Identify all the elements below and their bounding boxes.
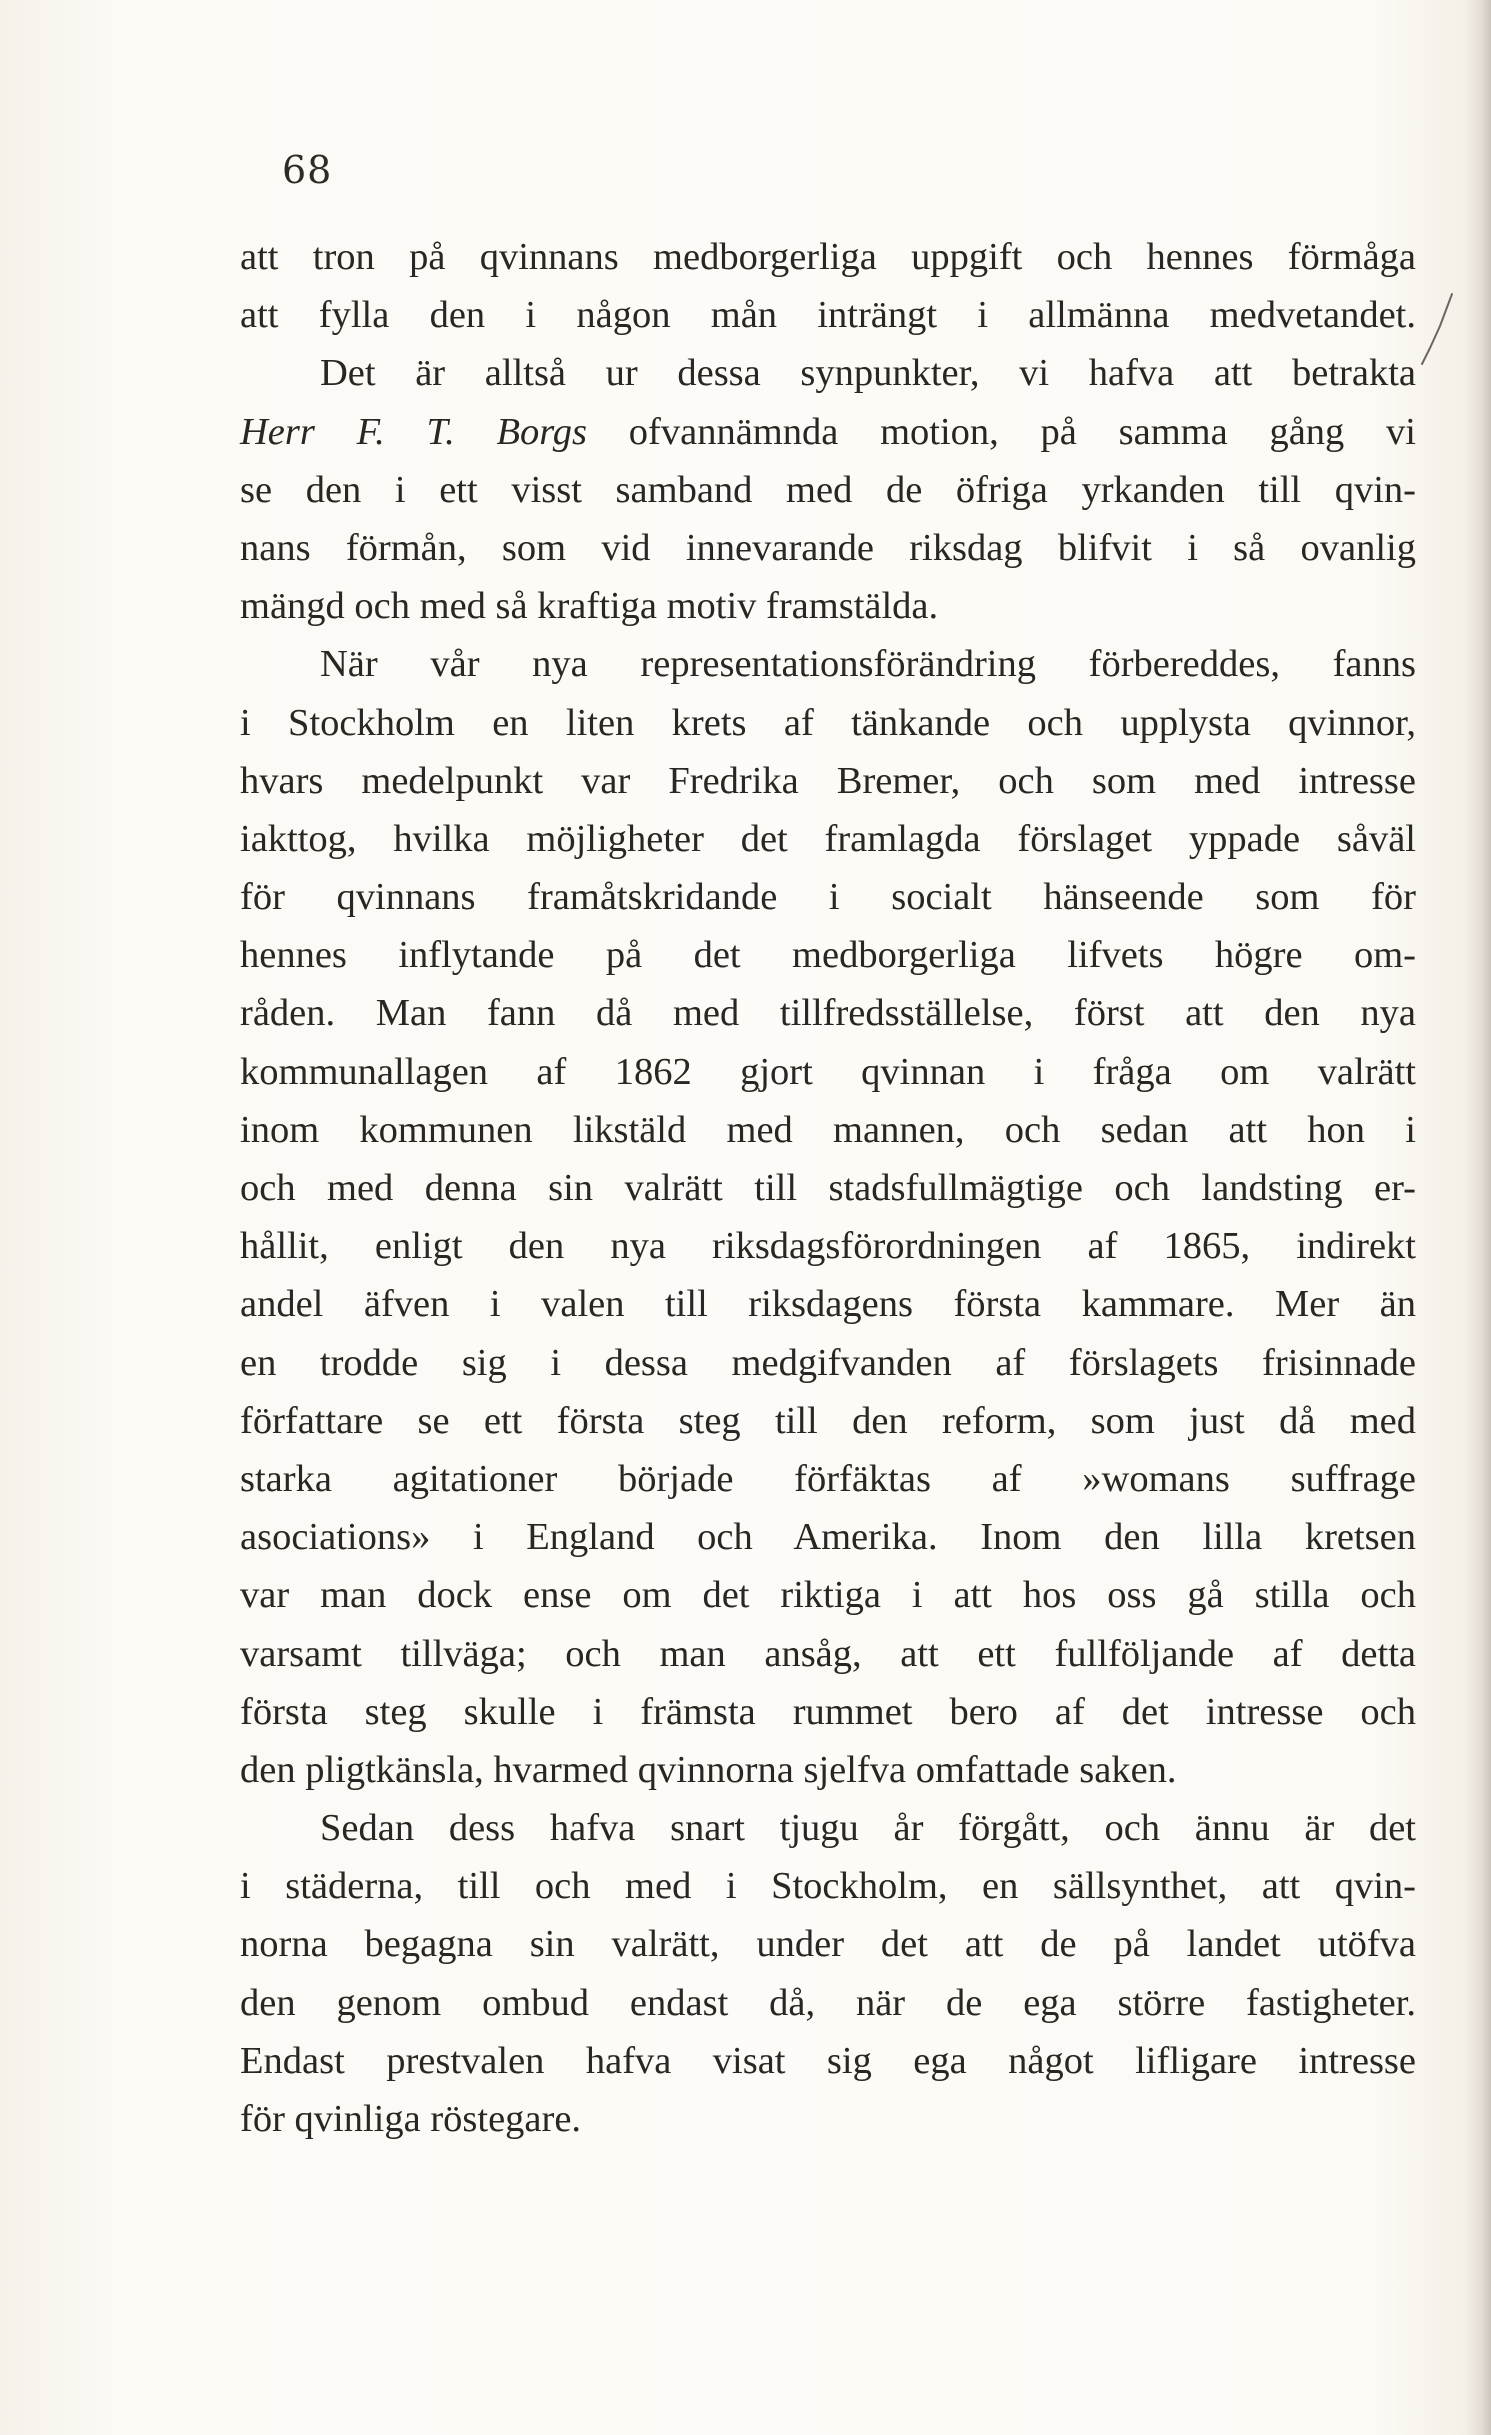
text-line	[240, 1392, 1416, 1450]
text-line	[240, 1159, 1416, 1217]
text-segment: kommunallagen af 1862 gjort qvinnan i fråga om valrätt	[240, 1050, 1416, 1093]
text-segment: för qvinliga röstegare.	[240, 2098, 582, 2140]
text-segment: asociations» i England och Amerika. Inom den lilla kretsen	[240, 1516, 1416, 1559]
italic-text-segment: Herr F. T. Borgs	[240, 410, 588, 453]
text-line	[240, 926, 1416, 984]
text-line	[240, 228, 1416, 286]
text-line	[240, 1275, 1416, 1333]
text-segment: Det är alltså ur dessa synpunkter, vi hafva att betrakta	[320, 352, 1416, 395]
text-segment: att tron på qvinnans medborgerliga uppgift och hennes förmåga	[240, 236, 1416, 278]
text-line	[240, 1043, 1416, 1101]
text-line	[240, 984, 1416, 1042]
text-line	[240, 868, 1416, 926]
text-segment: författare se ett första steg till den reform, som just då med	[240, 1399, 1416, 1442]
text-line	[240, 1741, 1416, 1799]
text-line	[240, 344, 1416, 402]
text-segment: att fylla den i någon mån inträngt i allmänna medvetandet.	[240, 294, 1416, 337]
text-line	[240, 635, 1416, 693]
text-segment: första steg skulle i främsta rummet bero af det intresse och	[240, 1690, 1416, 1733]
text-line	[240, 1857, 1416, 1915]
text-line	[240, 461, 1416, 519]
text-segment: hennes inflytande på det medborgerliga lifvets högre om-	[240, 934, 1416, 977]
text-segment: När vår nya representationsförändring förbereddes, fanns	[320, 643, 1416, 686]
text-line	[240, 694, 1416, 752]
text-line	[240, 1450, 1416, 1508]
text-line	[240, 810, 1416, 868]
text-line	[240, 519, 1416, 577]
text-line	[240, 1217, 1416, 1275]
text-line	[240, 1915, 1416, 1973]
text-line	[240, 1683, 1416, 1741]
text-segment: en trodde sig i dessa medgifvanden af förslagets frisinnade	[240, 1341, 1416, 1384]
text-line	[240, 1508, 1416, 1566]
text-segment: hållit, enligt den nya riksdagsförordningen af 1865, indirekt	[240, 1225, 1416, 1268]
text-segment: och med denna sin valrätt till stadsfullmägtige och landsting er-	[240, 1167, 1416, 1209]
text-line	[240, 2090, 1416, 2148]
text-segment: den genom ombud endast då, när de ega större fastigheter.	[240, 1981, 1416, 2024]
text-segment: Sedan dess hafva snart tjugu år förgått, och ännu är det	[320, 1807, 1416, 1850]
text-segment: nans förmån, som vid innevarande riksdag blifvit i så ovanlig	[240, 526, 1416, 569]
text-segment: Endast prestvalen hafva visat sig ega något lifligare intresse	[240, 2039, 1416, 2082]
text-segment: mängd och med så kraftiga motiv framstälda.	[240, 585, 939, 628]
text-segment: var man dock ense om det riktiga i att hos oss gå stilla och	[240, 1574, 1416, 1617]
body-text	[240, 228, 1416, 2148]
text-line	[240, 286, 1416, 344]
text-line	[240, 1101, 1416, 1159]
text-segment: norna begagna sin valrätt, under det att de på landet utöfva	[240, 1923, 1416, 1966]
text-line	[240, 1974, 1416, 2032]
text-line	[240, 752, 1416, 810]
text-segment: ofvannämnda motion, på samma gång vi	[587, 410, 1416, 453]
text-segment: i städerna, till och med i Stockholm, en sällsynthet, att qvin-	[240, 1865, 1416, 1908]
text-segment: se den i ett visst samband med de öfriga yrkanden till qvin-	[240, 468, 1416, 511]
text-segment: varsamt tillväga; och man ansåg, att ett fullföljande af detta	[240, 1632, 1416, 1675]
text-line	[240, 403, 1416, 461]
text-line	[240, 1625, 1416, 1683]
text-line	[240, 1799, 1416, 1857]
text-segment: den pligtkänsla, hvarmed qvinnorna sjelfva omfattade saken.	[240, 1748, 1177, 1791]
text-line	[240, 1566, 1416, 1624]
text-segment: i Stockholm en liten krets af tänkande och upplysta qvinnor,	[240, 701, 1416, 744]
text-line	[240, 2032, 1416, 2090]
page-edge-shadow	[1465, 0, 1491, 2435]
text-segment: andel äfven i valen till riksdagens första kammare. Mer än	[240, 1283, 1416, 1326]
text-segment: hvars medelpunkt var Fredrika Bremer, och som med intresse	[240, 759, 1416, 802]
text-segment: för qvinnans framåtskridande i socialt hänseende som för	[240, 876, 1416, 919]
text-line	[240, 1334, 1416, 1392]
page-number: 68	[282, 148, 333, 192]
pencil-mark	[1418, 288, 1458, 368]
text-segment: råden. Man fann då med tillfredsställelse, först att den nya	[240, 992, 1416, 1035]
text-segment: starka agitationer började förfäktas af »womans suffrage	[240, 1457, 1416, 1500]
text-segment: inom kommunen likstäld med mannen, och sedan att hon i	[240, 1108, 1416, 1151]
text-line	[240, 577, 1416, 635]
text-segment: iakttog, hvilka möjligheter det framlagda förslaget yppade såväl	[240, 817, 1416, 860]
